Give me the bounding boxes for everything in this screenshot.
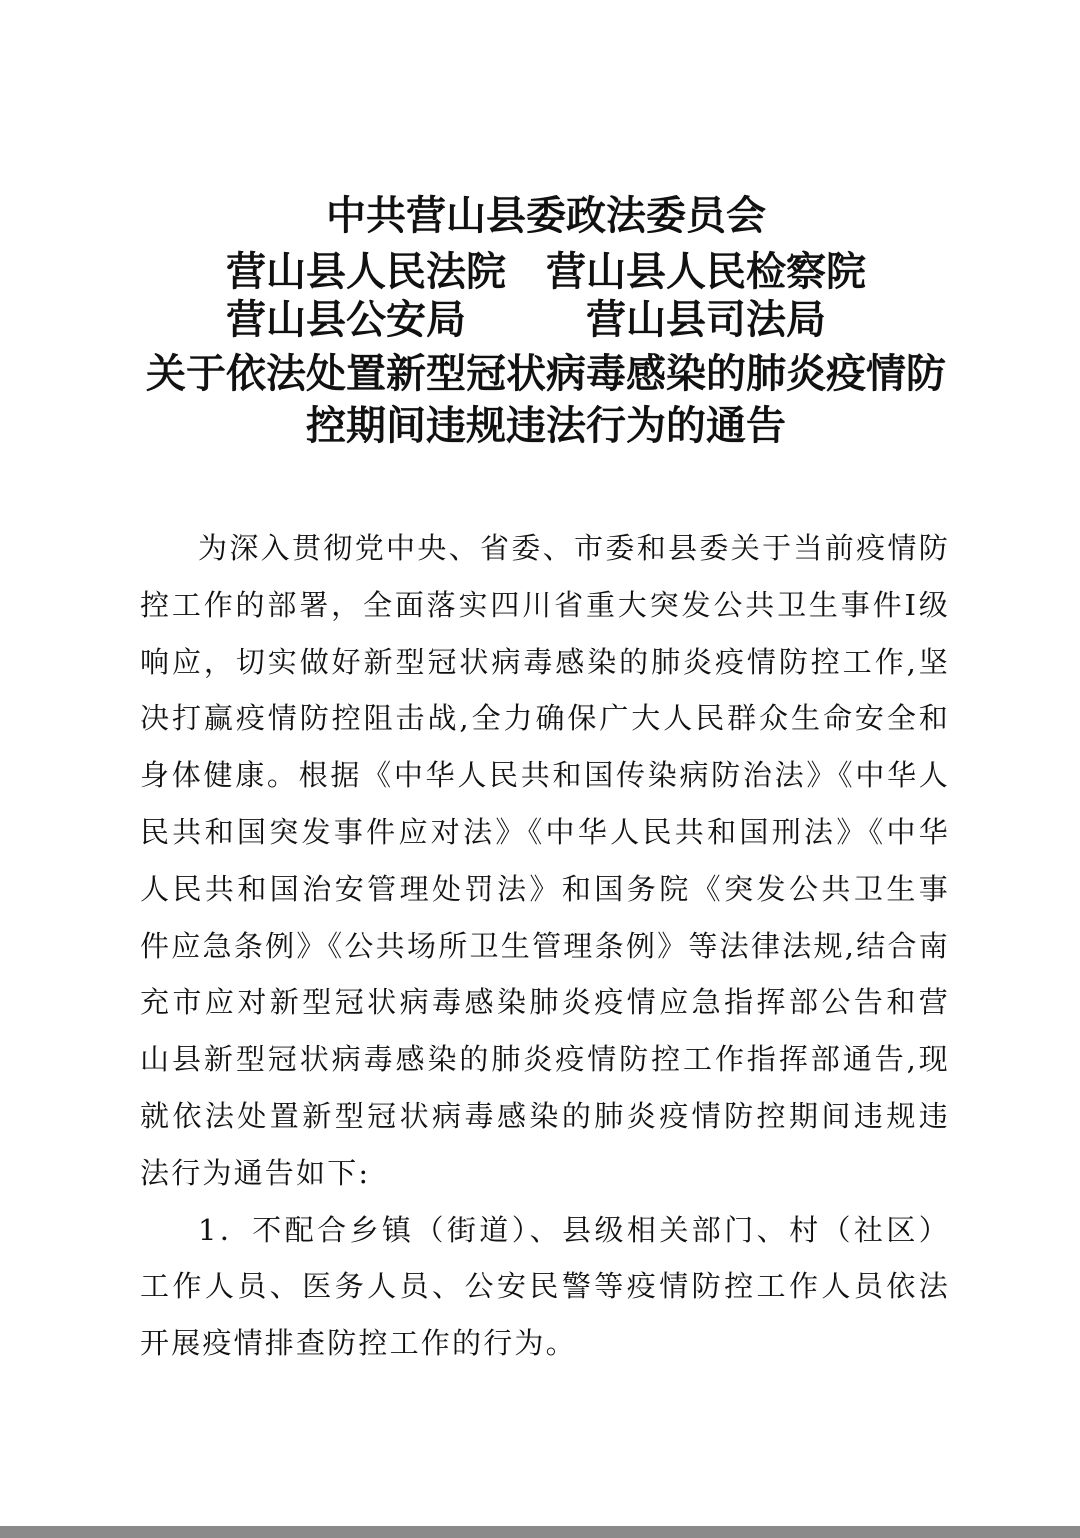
title-line-court-procuratorate: 营山县人民法院 营山县人民检察院 [226,248,866,295]
bottom-edge-bar [0,1526,1080,1538]
intro-paragraph: 为深入贯彻党中央、省委、市委和县委关于当前疫情防控工作的部署，全面落实四川省重大突发公共卫生事件Ⅰ级响应，切实做好新型冠状病毒感染的肺炎疫情防控工作,坚决打赢疫情防控阻击战,全力确保广大人民群众生命安全和身体健康。根据《中华人民共和国传染病防治法》《中华人民共和国突发事件应对法》《中华人民共和国刑法》《中华人民共和国治安管理处罚法》和国务院《突发公共卫生事件应急条例》《公共场所卫生管理条例》等法律法规,结合南充市应对新型冠状病毒感染肺炎疫情应急指挥部公告和营山县新型冠状病毒感染的肺炎疫情防控工作指挥部通告,现就依法处置新型冠状病毒感染的肺炎疫情防控期间违规违法行为通告如下: [140,531,950,1190]
title-line-police-justice: 营山县公安局 营山县司法局 [226,296,826,343]
notice-body [140,520,950,1372]
title-line-subject-2: 控期间违规违法行为的通告 [306,402,786,449]
title-line-subject-1: 关于依法处置新型冠状病毒感染的肺炎疫情防 [146,350,946,397]
item-1-paragraph: 1．不配合乡镇（街道）、县级相关部门、村（社区）工作人员、医务人员、公安民警等疫情防控工作人员依法开展疫情排查防控工作的行为。 [140,1212,950,1361]
title-line-committee: 中共营山县委政法委员会 [326,192,766,239]
